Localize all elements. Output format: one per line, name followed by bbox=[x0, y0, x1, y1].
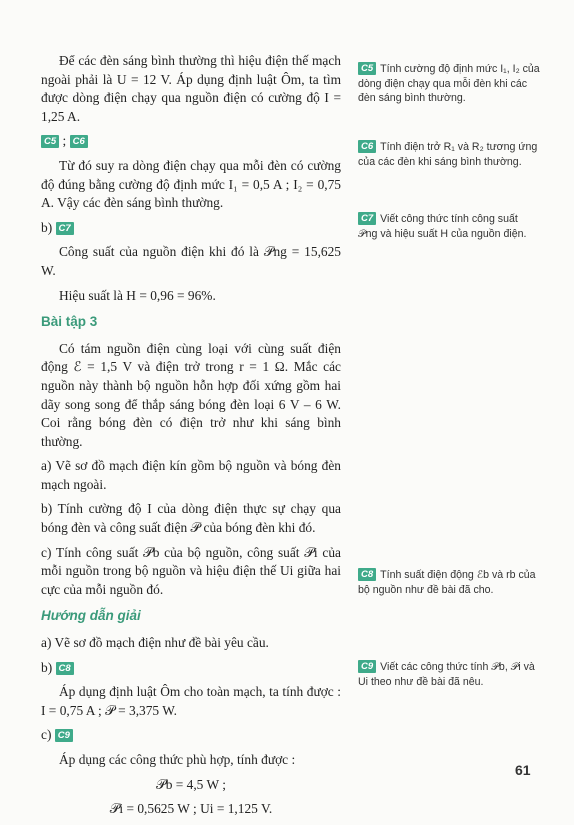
side-note-c8 bbox=[358, 568, 540, 597]
solution-c: Áp dụng các công thức phù hợp, tính được : bbox=[59, 752, 296, 767]
c5-tag: C5 bbox=[41, 135, 59, 148]
c8-tag: C8 bbox=[56, 662, 74, 675]
c5-c6-line bbox=[41, 132, 341, 151]
solution-b-label: b) bbox=[41, 659, 53, 675]
solution-c-line bbox=[41, 726, 341, 745]
c7-tag: C7 bbox=[56, 222, 74, 235]
side-c6-text: Tính điện trở R₁ và R₂ tương ứng của các đèn khi sáng bình thường. bbox=[358, 141, 538, 168]
side-c6-tag: C6 bbox=[358, 140, 376, 153]
paragraph-efficiency: Hiệu suất là H = 0,96 = 96%. bbox=[59, 287, 216, 303]
question-c: c) Tính công suất 𝒫b của bộ nguồn, công suất 𝒫i của mỗi nguồn trong bộ nguồn và hiệu điện thế Ui giữa hai cực của mỗi nguồn đó. bbox=[41, 544, 341, 597]
paragraph-intro: Để các đèn sáng bình thường thì hiệu điện thế mạch ngoài phải là U = 12 V. Áp dụng định luật Ôm, ta tìm được dòng điện chạy qua nguồn điện có cường độ I = 1,25 A. bbox=[41, 53, 341, 124]
solution-a: a) Vẽ sơ đồ mạch điện như đề bài yêu cầu. bbox=[41, 635, 269, 651]
side-c7-tag: C7 bbox=[358, 212, 376, 225]
solution-b-line bbox=[41, 659, 341, 678]
b-c7-line bbox=[41, 219, 341, 238]
side-c5-text: Tính cường độ định mức I₁, I₂ của dòng điện chạy qua mỗi đèn khi các đèn sáng bình thường. bbox=[358, 63, 540, 105]
side-note-c7 bbox=[358, 212, 540, 241]
side-note-c6 bbox=[358, 140, 540, 169]
side-note-c9 bbox=[358, 660, 540, 689]
side-c9-text: Viết các công thức tính 𝒫b, 𝒫i và Ui theo như đề bài đã nêu. bbox=[358, 661, 535, 688]
solution-heading: Hướng dẫn giải bbox=[41, 608, 141, 624]
side-c5-tag: C5 bbox=[358, 62, 376, 75]
side-c9-tag: C9 bbox=[358, 660, 376, 673]
paragraph-currents: Từ đó suy ra dòng điện chạy qua mỗi đèn có cường độ đúng bằng cường độ định mức I₁ = 0,5 A ; I₂ = 0,75 A. Vậy các đèn sáng bình thường. bbox=[41, 157, 341, 211]
question-b: b) Tính cường độ I của dòng điện thực sự chạy qua bóng đèn và công suất điện 𝒫 của bóng đèn khi đó. bbox=[41, 501, 341, 536]
main-column bbox=[41, 52, 341, 825]
question-a: a) Vẽ sơ đồ mạch điện kín gồm bộ nguồn và bóng đèn mạch ngoài. bbox=[41, 458, 341, 492]
part-b-label: b) bbox=[41, 219, 53, 235]
tag-separator: ; bbox=[62, 133, 67, 149]
paragraph-power: Công suất của nguồn điện khi đó là 𝒫ng = 15,625 W. bbox=[41, 244, 341, 278]
side-c7-text: Viết công thức tính công suất 𝒫ng và hiệu suất H của nguồn điện. bbox=[358, 213, 527, 240]
solution-b: Áp dụng định luật Ôm cho toàn mạch, ta tính được : I = 0,75 A ; 𝒫 = 3,375 W. bbox=[41, 684, 341, 718]
side-note-c5 bbox=[358, 62, 540, 106]
side-c8-tag: C8 bbox=[358, 568, 376, 581]
side-c8-text: Tính suất điện động ℰb và rb của bộ nguồn như đề bài đã cho. bbox=[358, 569, 536, 596]
c9-tag: C9 bbox=[55, 729, 73, 742]
c6-tag: C6 bbox=[70, 135, 88, 148]
page-number: 61 bbox=[515, 762, 531, 778]
equation-pb: 𝒫b = 4,5 W ; bbox=[156, 776, 226, 792]
solution-c-label: c) bbox=[41, 727, 52, 743]
exercise-3-heading: Bài tập 3 bbox=[41, 314, 98, 330]
equation-pi-ui: 𝒫i = 0,5625 W ; Ui = 1,125 V. bbox=[109, 801, 273, 817]
exercise-3-statement: Có tám nguồn điện cùng loại với cùng suất điện động ℰ = 1,5 V và điện trở trong r = 1 Ω. Mắc các nguồn này thành bộ nguồn hỗn hợp đối xứng gồm hai dãy song song để thắp sáng bóng đèn loại 6 V – 6 W. Coi rằng bóng đèn có điện trở như khi sáng bình thường. bbox=[41, 340, 341, 449]
